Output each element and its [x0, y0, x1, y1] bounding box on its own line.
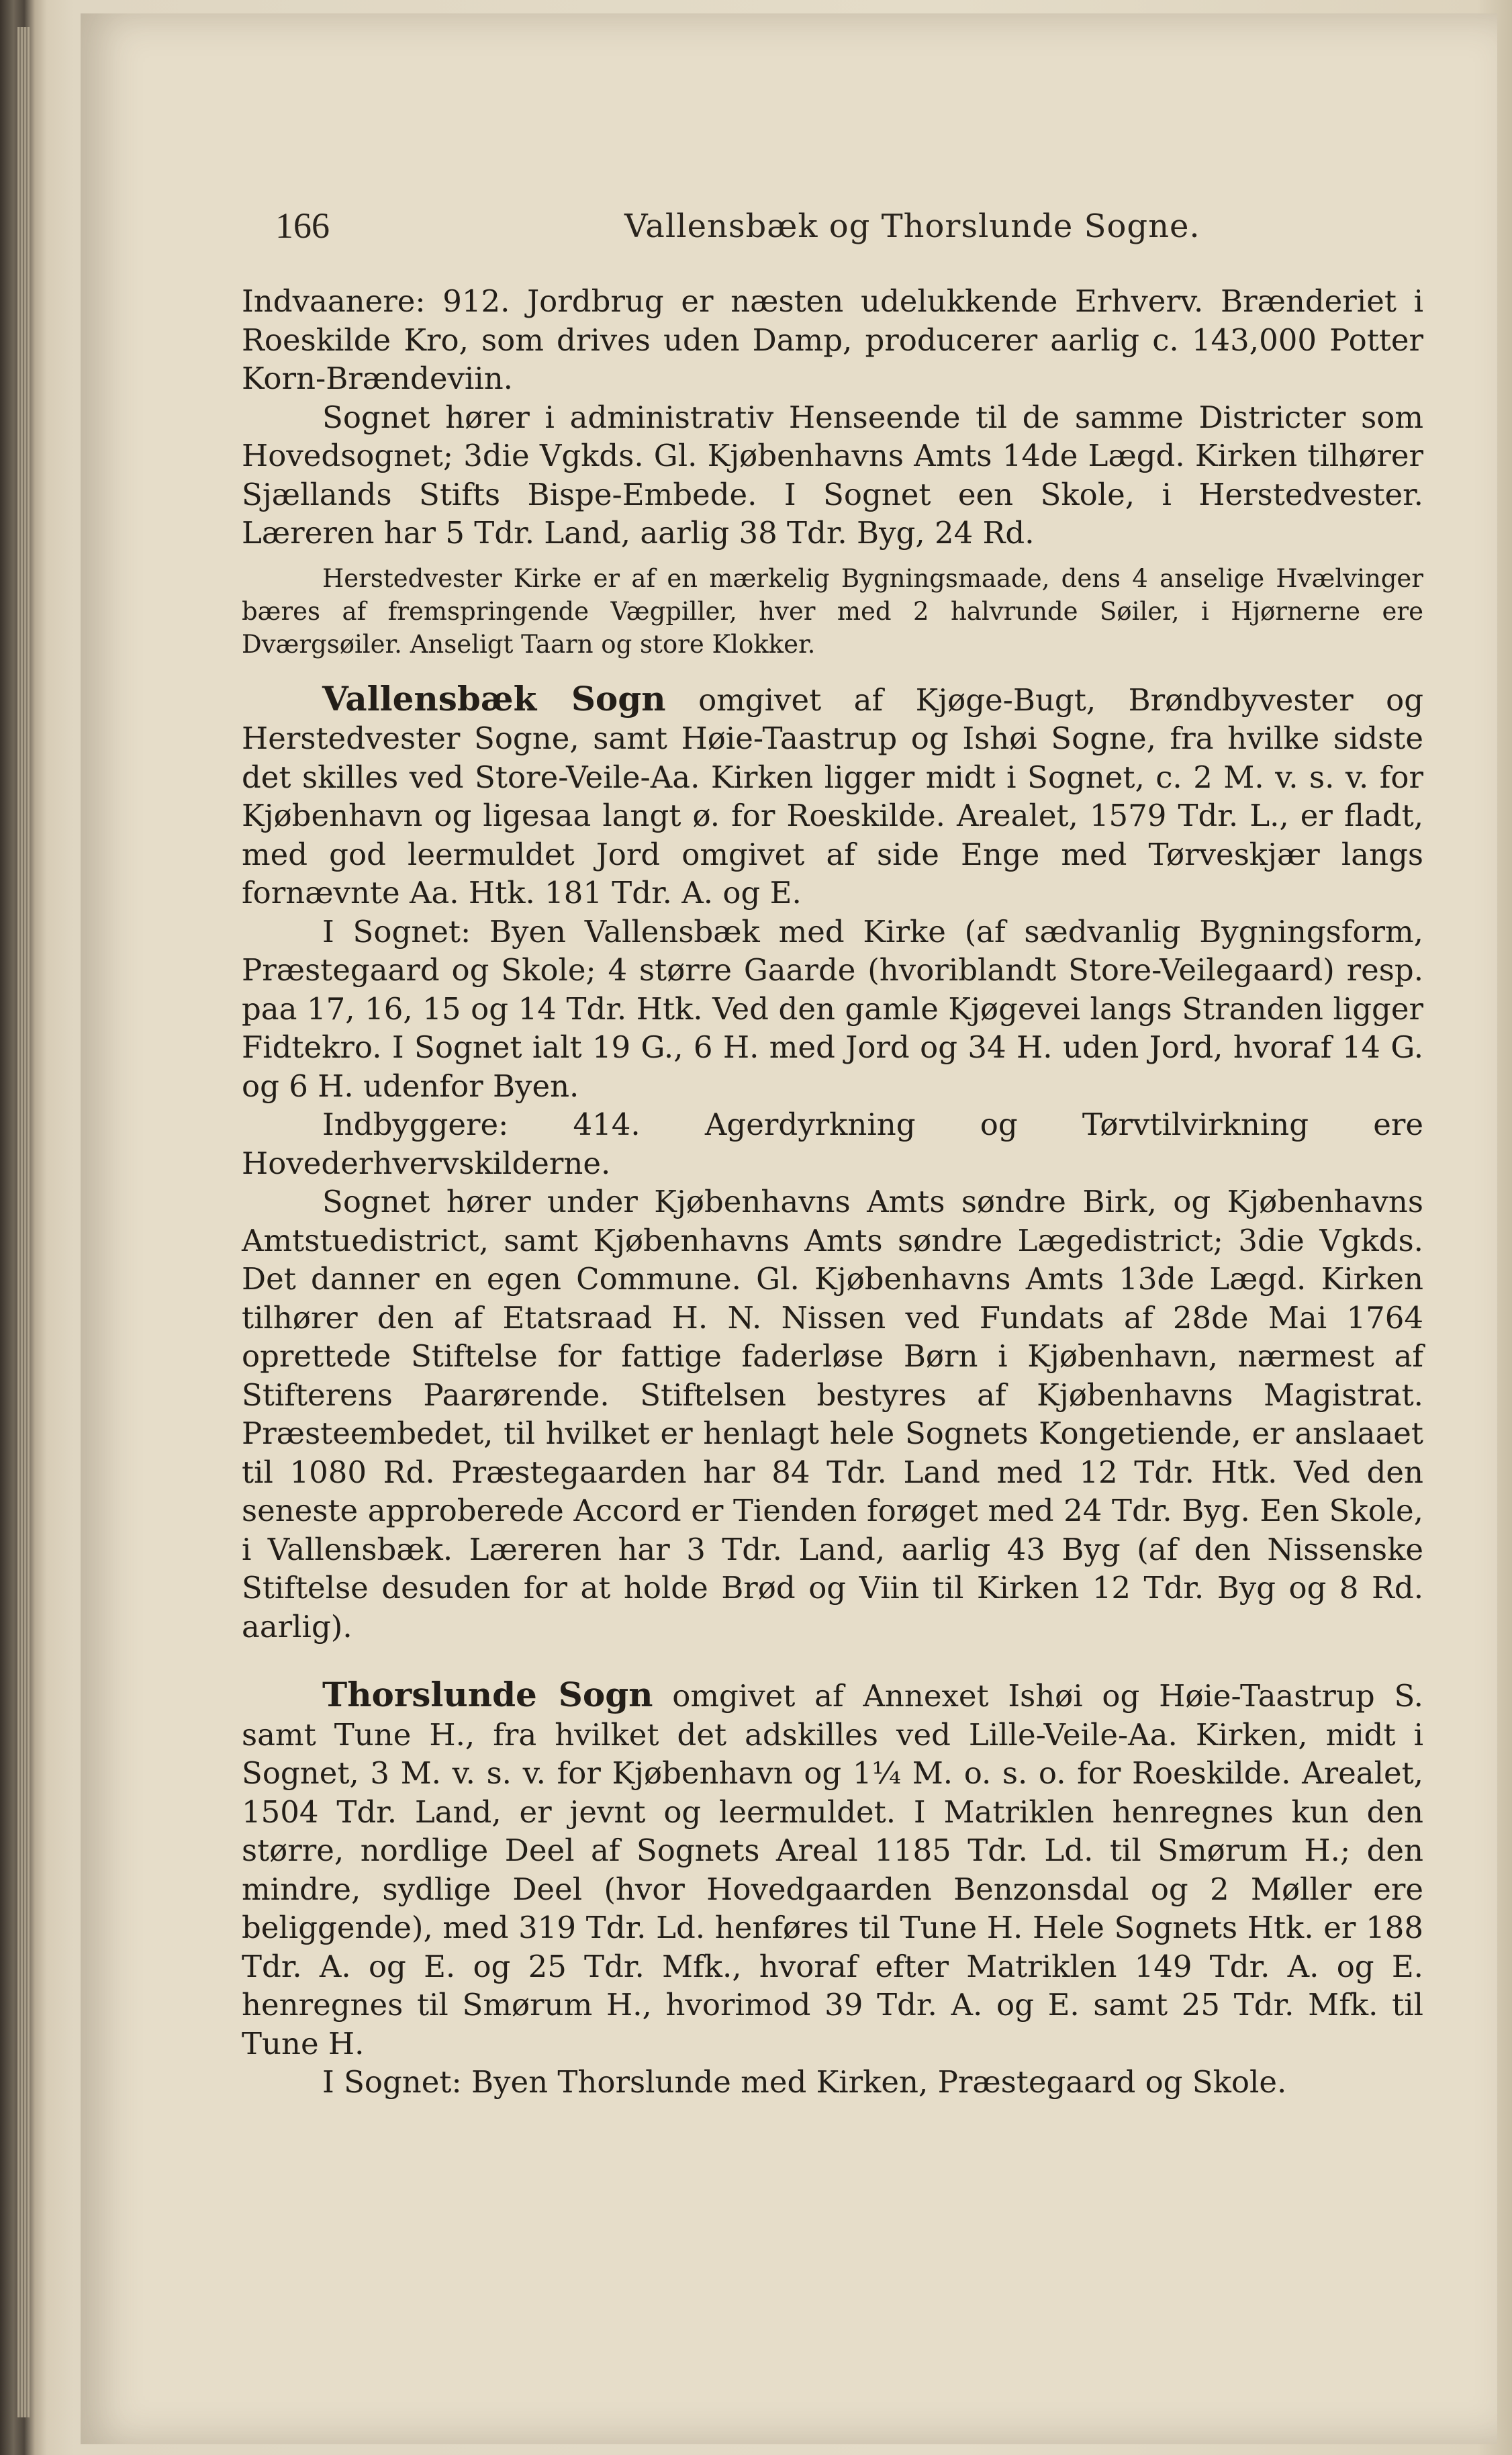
section-thorslunde	[242, 1675, 1423, 2063]
footnote-church: Herstedvester Kirke er af en mærkelig Bygningsmaade, dens 4 anselige Hvælvinger bæres af fremspringende Vægpiller, hver med 2 halvrunde Søiler, i Hjørnerne ere Dværgsøiler. Anseligt Taarn og store Klokker.	[242, 563, 1423, 659]
section-title-thorslunde: Thorslunde Sogn	[322, 1675, 653, 1714]
paragraph-vallensbaek-places: I Sognet: Byen Vallensbæk med Kirke (af sædvanlig Bygningsform, Præstegaard og Skole; 4 større Gaarde (hvoriblandt Store-Veilegaard) resp. paa 17, 16, 15 og 14 Tdr. Htk. Ved den gamle Kjøgevei langs Stranden ligger Fidtekro. I Sognet ialt 19 G., 6 H. med Jord og 34 H. uden Jord, hvoraf 14 G. og 6 H. udenfor Byen.	[242, 913, 1423, 1104]
running-title: Vallensbæk og Thorslunde Sogne.	[624, 207, 1200, 245]
section-title-vallensbaek: Vallensbæk Sogn	[322, 678, 666, 719]
paragraph-vallensbaek-administration: Sognet hører under Kjøbenhavns Amts søndre Birk, og Kjøbenhavns Amtstuedistrict, samt Kjøbenhavns Amts søndre Lægedistrict; 3die Vgkds. Det danner en egen Commune. Gl. Kjøbenhavns Amts 13de Lægd. Kirken tilhører den af Etatsraad H. N. Nissen ved Fundats af 28de Mai 1764 oprettede Stiftelse for fattige faderløse Børn i Kjøbenhavn, nærmest af Stifterens Paarørende. Stiftelsen bestyres af Kjøbenhavns Magistrat. Præsteembedet, til hvilket er henlagt hele Sognets Kongetiende, er anslaaet til 1080 Rd. Præstegaarden har 84 Tdr. Land med 12 Tdr. Htk. Ved den seneste approberede Accord er Tienden forøget med 24 Tdr. Byg. Een Skole, i Vallensbæk. Læreren har 3 Tdr. Land, aarlig 43 Byg (af den Nissenske Stiftelse desuden for at holde Brød og Viin til Kirken 12 Tdr. Byg og 8 Rd. aarlig).	[242, 1184, 1423, 1645]
paragraph-thorslunde-places: I Sognet: Byen Thorslunde med Kirken, Præstegaard og Skole.	[322, 2064, 1287, 2100]
section-vallensbaek	[242, 680, 1423, 913]
page-edges	[17, 27, 30, 2417]
paragraph-vallensbaek-population: Indbyggere: 414. Agerdyrkning og Tørvtilvirkning ere Hovederhvervskilderne.	[242, 1107, 1423, 1181]
page-header	[275, 205, 1430, 259]
page-text	[242, 282, 1423, 2102]
section-vallensbaek-intro: omgivet af Kjøge-Bugt, Brøndbyvester og Herstedvester Sogne, samt Høie-Taastrup og Ishøi Sogne, fra hvilke sidste det skilles ved Store-Veile-Aa. Kirken ligger midt i Sognet, c. 2 M. v. s. v. for Kjøbenhavn og ligesaa langt ø. for Roeskilde. Arealet, 1579 Tdr. L., er fladt, med god leermuldet Jord omgivet af side Enge med Tørveskjær langs fornævnte Aa. Htk. 181 Tdr. A. og E.	[242, 682, 1424, 911]
section-thorslunde-intro: omgivet af Annexet Ishøi og Høie-Taastrup S. samt Tune H., fra hvilket det adskilles ved Lille-Veile-Aa. Kirken, midt i Sognet, 3 M. v. s. v. for Kjøbenhavn og 1¼ M. o. s. o. for Roeskilde. Arealet, 1504 Tdr. Land, er jevnt og leermuldet. I Matriklen henregnes kun den større, nordlige Deel af Sognets Areal 1185 Tdr. Ld. til Smørum H.; den mindre, sydlige Deel (hvor Hovedgaarden Benzonsdal og 2 Møller ere beliggende), med 319 Tdr. Ld. henføres til Tune H. Hele Sognets Htk. er 188 Tdr. A. og E. og 25 Tdr. Mfk., hvoraf efter Matriklen 149 Tdr. A. og E. henregnes til Smørum H., hvorimod 39 Tdr. A. og E. samt 25 Tdr. Mfk. til Tune H.	[242, 1678, 1423, 2062]
paragraph-administration: Sognet hører i administrativ Henseende til de samme Districter som Hovedsognet; 3die Vgkds. Gl. Kjøbenhavns Amts 14de Lægd. Kirken tilhører Sjællands Stifts Bispe-Embede. I Sognet een Skole, i Herstedvester. Læreren har 5 Tdr. Land, aarlig 38 Tdr. Byg, 24 Rd.	[242, 399, 1423, 551]
paragraph-inhabitants: Indvaanere: 912. Jordbrug er næsten udelukkende Erhverv. Brænderiet i Roeskilde Kro, som drives uden Damp, producerer aarlig c. 143,000 Potter Korn-Brændeviin.	[242, 283, 1423, 396]
page-number: 166	[275, 205, 330, 246]
